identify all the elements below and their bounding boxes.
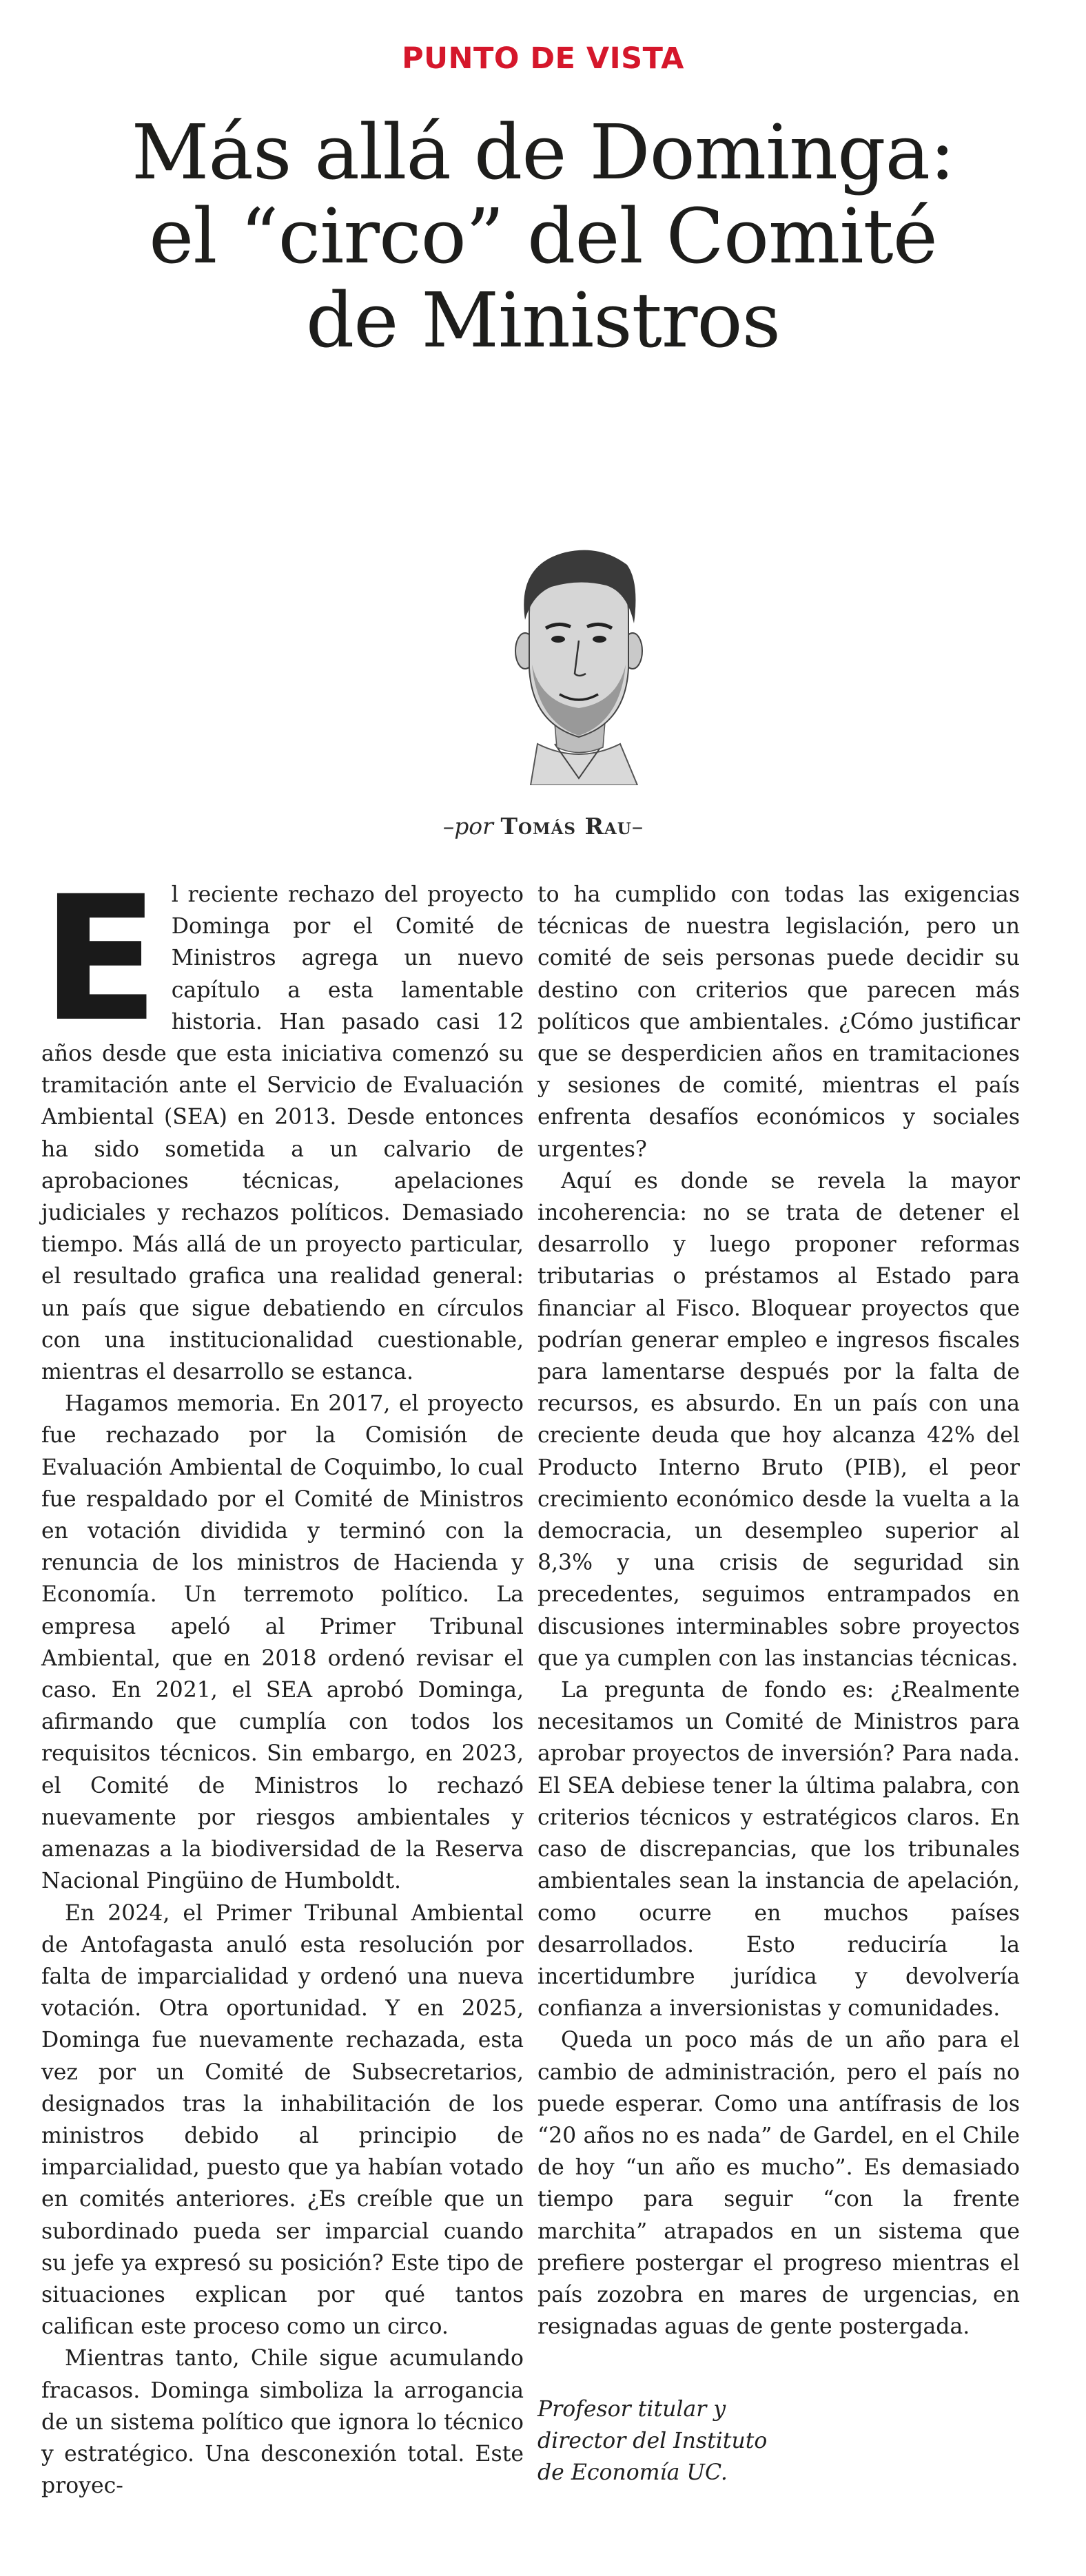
headline xyxy=(28,110,1058,362)
paragraph: La pregunta de fondo es: ¿Realmente necesitamos un Comité de Ministros para aprobar proyectos de inversión? Para nada. El SEA debiese tener la última palabra, con criterios técnicos y estratégicos claros. En caso de discrepancias, que los tribunales ambientales sean la instancia de apelación, como ocurre en muchos países desarrollados. Esto reduciría la incertidumbre jurídica y devolvería confianza a inversionistas y comunidades. xyxy=(537,1678,1020,2022)
headline-line: el “circo” del Comité xyxy=(149,192,937,280)
signature-line: Profesor titular y xyxy=(537,2397,726,2422)
paragraph: Mientras tanto, Chile sigue acumulando fracasos. Dominga simboliza la arrogancia de un sistema político que ignora lo técnico y estratégico. Una desconexión total. Este proyec- xyxy=(41,2346,524,2499)
paragraph: En 2024, el Primer Tribunal Ambiental de Antofagasta anuló esta resolución por falta de imparcialidad y ordenó una nueva votación. Otra oportunidad. Y en 2025, Dominga fue nuevamente rechazada, esta vez por un Comité de Subsecretarios, designados tras la inhabilitación de los ministros debido al principio de imparcialidad, puesto que ya habían votado en comités anteriores. ¿Es creíble que un subordinado pueda ser imparcial cuando su jefe ya expresó su posición? Este tipo de situaciones explican por qué tantos califican este proceso como un circo. xyxy=(41,1900,524,2340)
section-label: PUNTO DE VISTA xyxy=(402,41,684,76)
paragraph xyxy=(41,859,524,1388)
paragraph: Hagamos memoria. En 2017, el proyecto fue rechazado por la Comisión de Evaluación Ambiental de Coquimbo, lo cual fue respaldado por el Comité de Ministros en votación dividida y terminó con la renuncia de los ministros de Hacienda y Economía. Un terremoto político. La empresa apeló al Primer Tribunal Ambiental, que en 2018 ordenó revisar el caso. En 2021, el SEA aprobó Dominga, afirmando que cumplía con todos los requisitos técnicos. Sin embargo, en 2023, el Comité de Ministros lo rechazó nuevamente por riesgos ambientales y amenazas a la biodiversidad de la Reserva Nacional Pingüino de Humboldt. xyxy=(41,1391,524,1894)
paragraph: Queda un poco más de un año para el cambio de administración, pero el país no puede esperar. Como una antífrasis de los “20 años no es nada” de Gardel, en el Chile de hoy “un año es mucho”. Es demasiado tiempo para seguir “con la frente marchita” atrapados en un sistema que prefiere postergar el progreso mientras el país zozobra en mares de urgencias, en resignadas aguas de gente postergada. xyxy=(537,2028,1020,2340)
article-column-right xyxy=(537,879,1020,2489)
paragraph: to ha cumplido con todas las exigencias técnicas de nuestra legislación, pero un comité de seis personas puede decidir su destino con criterios que parecen más políticos que ambientales. ¿Cómo justificar que se desperdicien años en tramitaciones y sesiones de comité, mientras el país enfrenta desafíos económicos y sociales urgentes? xyxy=(537,882,1020,1162)
byline xyxy=(0,813,1086,840)
headline-line: de Ministros xyxy=(305,276,781,364)
signature-line: de Economía UC. xyxy=(537,2460,728,2486)
headline-line: Más allá de Dominga: xyxy=(131,108,955,196)
byline-suffix: – xyxy=(631,813,644,840)
byline-prefix: –por xyxy=(442,813,493,840)
paragraph: Aquí es donde se revela la mayor incoherencia: no se trata de detener el desarrollo y luego proponer reformas tributarias o préstamos al Estado para financiar al Fisco. Bloquear proyectos que podrían generar empleo e ingresos fiscales para lamentarse después por la falta de recursos, es absurdo. En un país con una creciente deuda que hoy alcanza 42% del Producto Interno Bruto (PIB), el peor crecimiento económico desde la vuelta a la democracia, un desempleo superior al 8,3% y una crisis de seguridad sin precedentes, seguimos entrampados en discusiones interminables sobre proyectos que ya cumplen con las instancias técnicas. xyxy=(537,1168,1020,1671)
paragraph-text: l reciente rechazo del proyecto Dominga por el Comité de Ministros agrega un nuevo capítulo a esta lamentable historia. Han pasado casi 12 años desde que esta iniciativa comenzó su tramitación ante el Servicio de Evaluación Ambiental (SEA) en 2013. Desde entonces ha sido sometida a un calvario de aprobaciones técnicas, apelaciones judiciales y rechazos políticos. Demasiado tiempo. Más allá de un proyecto particular, el resultado grafica una realidad general: un país que sigue debatiendo en círculos con una institucionalidad cuestionable, mientras el desarrollo se estanca. xyxy=(41,882,524,1385)
author-portrait xyxy=(489,537,668,785)
drop-cap: E xyxy=(41,859,159,1059)
signature-line: director del Instituto xyxy=(537,2429,768,2454)
article-column-left xyxy=(41,859,524,2502)
author-name: Tomás Rau xyxy=(500,813,632,840)
author-signature xyxy=(537,2393,1020,2489)
